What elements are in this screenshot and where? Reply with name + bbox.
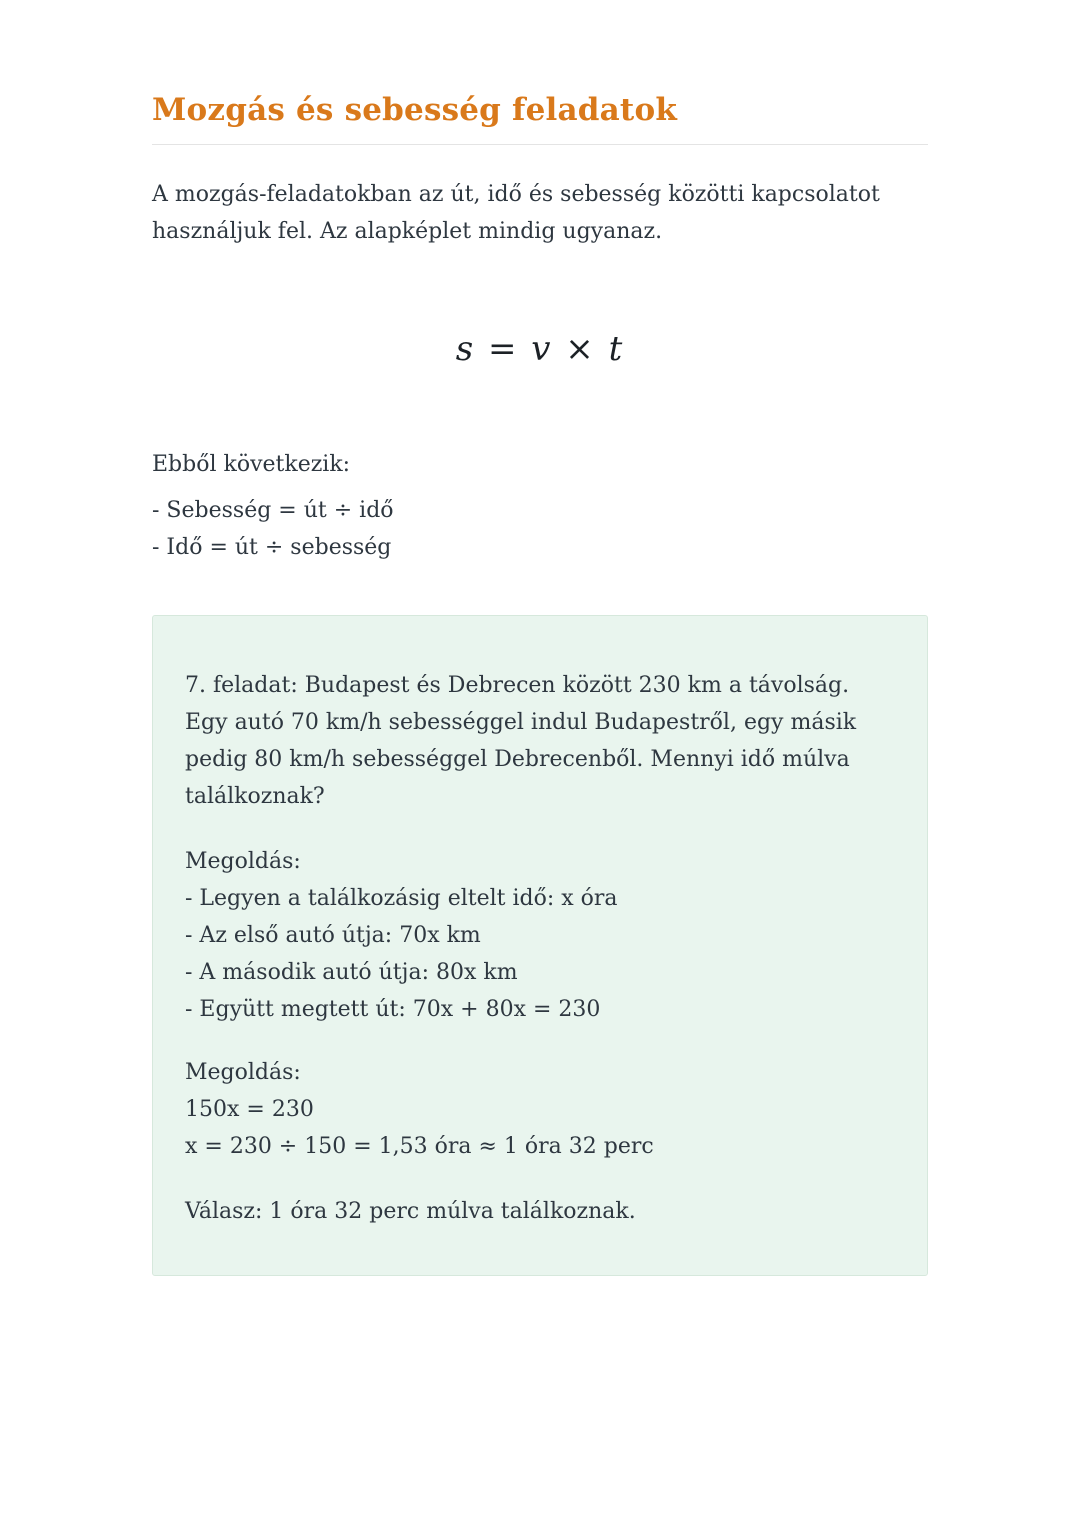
formula-container: [152, 329, 928, 369]
title-divider: [152, 144, 928, 145]
follows-item-time: - Idő = út ÷ sebesség: [152, 535, 392, 561]
problem-box: [152, 615, 928, 1275]
calculation-block: [185, 1055, 895, 1166]
page-title: Mozgás és sebesség feladatok: [152, 92, 678, 128]
solution-step: - A második autó útja: 80x km: [185, 959, 518, 985]
solution-step: - Az első autó útja: 70x km: [185, 922, 481, 948]
solution-steps-block: [185, 844, 895, 1029]
answer-line: Válasz: 1 óra 32 perc múlva találkoznak.: [185, 1198, 636, 1224]
intro-paragraph: A mozgás-feladatokban az út, idő és sebesség közötti kapcsolatot használjuk fel. Az alapképlet mindig ugyanaz.: [152, 182, 880, 244]
follows-heading: Ebből következik:: [152, 451, 351, 477]
problem-statement: 7. feladat: Budapest és Debrecen között 230 km a távolság. Egy autó 70 km/h sebességgel indul Budapestről, egy másik pedig 80 km/h sebességgel Debrecenből. Mennyi idő múlva találkoznak?: [185, 673, 857, 809]
calculation-line: x = 230 ÷ 150 = 1,53 óra ≈ 1 óra 32 perc: [185, 1133, 654, 1159]
calculation-line: 150x = 230: [185, 1096, 314, 1122]
solution-label: Megoldás:: [185, 1059, 301, 1085]
solution-step: - Együtt megtett út: 70x + 80x = 230: [185, 996, 601, 1022]
solution-step: - Legyen a találkozásig eltelt idő: x óra: [185, 885, 618, 911]
speed-formula: s = v × t: [455, 328, 625, 369]
solution-label: Megoldás:: [185, 848, 301, 874]
follows-item-speed: - Sebesség = út ÷ idő: [152, 498, 394, 524]
